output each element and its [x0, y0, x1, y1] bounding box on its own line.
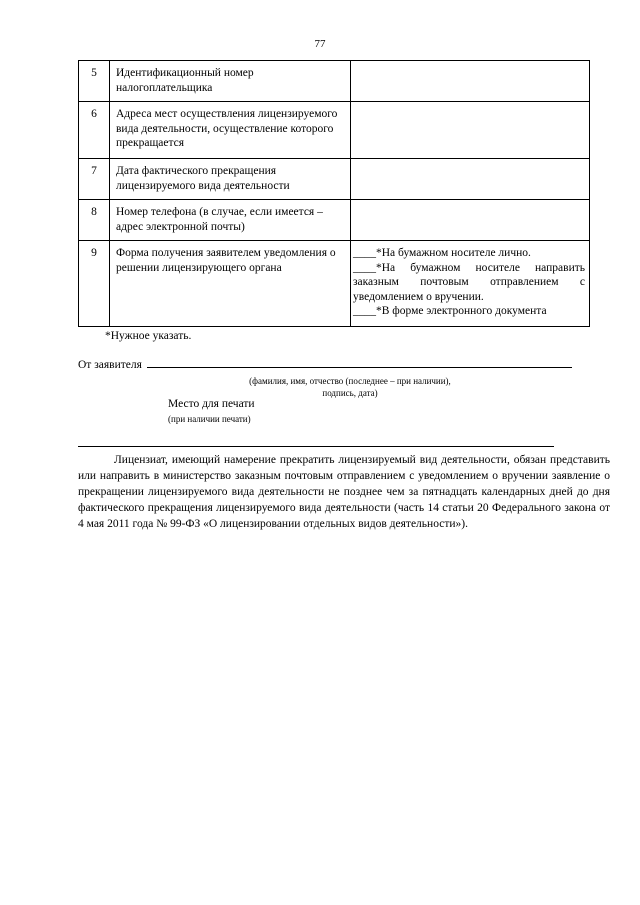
table-row [79, 61, 590, 102]
footnote: *Нужное указать. [105, 330, 192, 342]
applicant-signature-field[interactable] [147, 357, 572, 368]
row-value-cell [351, 159, 590, 200]
applicant-line [78, 357, 572, 371]
delivery-options [351, 241, 590, 327]
table-row [79, 200, 590, 241]
row-label: Дата фактического прекращения лицензируемого вида деятельности [110, 159, 351, 200]
notice-paragraph: Лицензиат, имеющий намерение прекратить лицензируемый вид деятельности, обязан представить или направить в министерство заказным почтовым отправлением с уведомлением о вручении заявление о прекращении лицензируемого вида деятельности не позднее чем за пятнадцать календарных дней до дня фактического прекращения лицензируемого вида деятельности (часть 14 статьи 20 Федерального закона от 4 мая 2011 года № 99-ФЗ «О лицензировании отдельных видов деятельности»). [78, 454, 610, 530]
row-label: Адреса мест осуществления лицензируемого вида деятельности, осуществление которого прекращается [110, 102, 351, 159]
row-label: Номер телефона (в случае, если имеется – адрес электронной почты) [110, 200, 351, 241]
option-registered-mail: ____*На бумажном носителе направить заказным почтовым отправлением с уведомлением о вручении. [353, 261, 585, 303]
table-row [79, 241, 590, 327]
row-number: 5 [79, 61, 110, 102]
table-row [79, 159, 590, 200]
row-value-cell [351, 102, 590, 159]
applicant-caption [150, 375, 550, 399]
option-in-person: ____*На бумажном носителе лично. [353, 247, 531, 259]
row-value-cell [351, 200, 590, 241]
option-electronic: ____*В форме электронного документа [353, 305, 547, 317]
row-value-cell [351, 61, 590, 102]
row-number: 7 [79, 159, 110, 200]
row-label: Идентификационный номер налогоплательщика [110, 61, 351, 102]
table-row [79, 102, 590, 159]
page-number: 77 [314, 38, 326, 50]
divider [78, 446, 554, 447]
applicant-caption-line-2: подпись, дата) [322, 388, 378, 398]
applicant-caption-line-1: (фамилия, имя, отчество (последнее – при наличии), [249, 376, 451, 386]
row-number: 6 [79, 102, 110, 159]
row-label: Форма получения заявителем уведомления о решении лицензирующего органа [110, 241, 351, 327]
applicant-label: От заявителя [78, 359, 142, 371]
form-table [78, 60, 590, 327]
row-number: 8 [79, 200, 110, 241]
stamp-note: (при наличии печати) [168, 414, 251, 424]
row-number: 9 [79, 241, 110, 327]
stamp-label: Место для печати [168, 398, 255, 410]
